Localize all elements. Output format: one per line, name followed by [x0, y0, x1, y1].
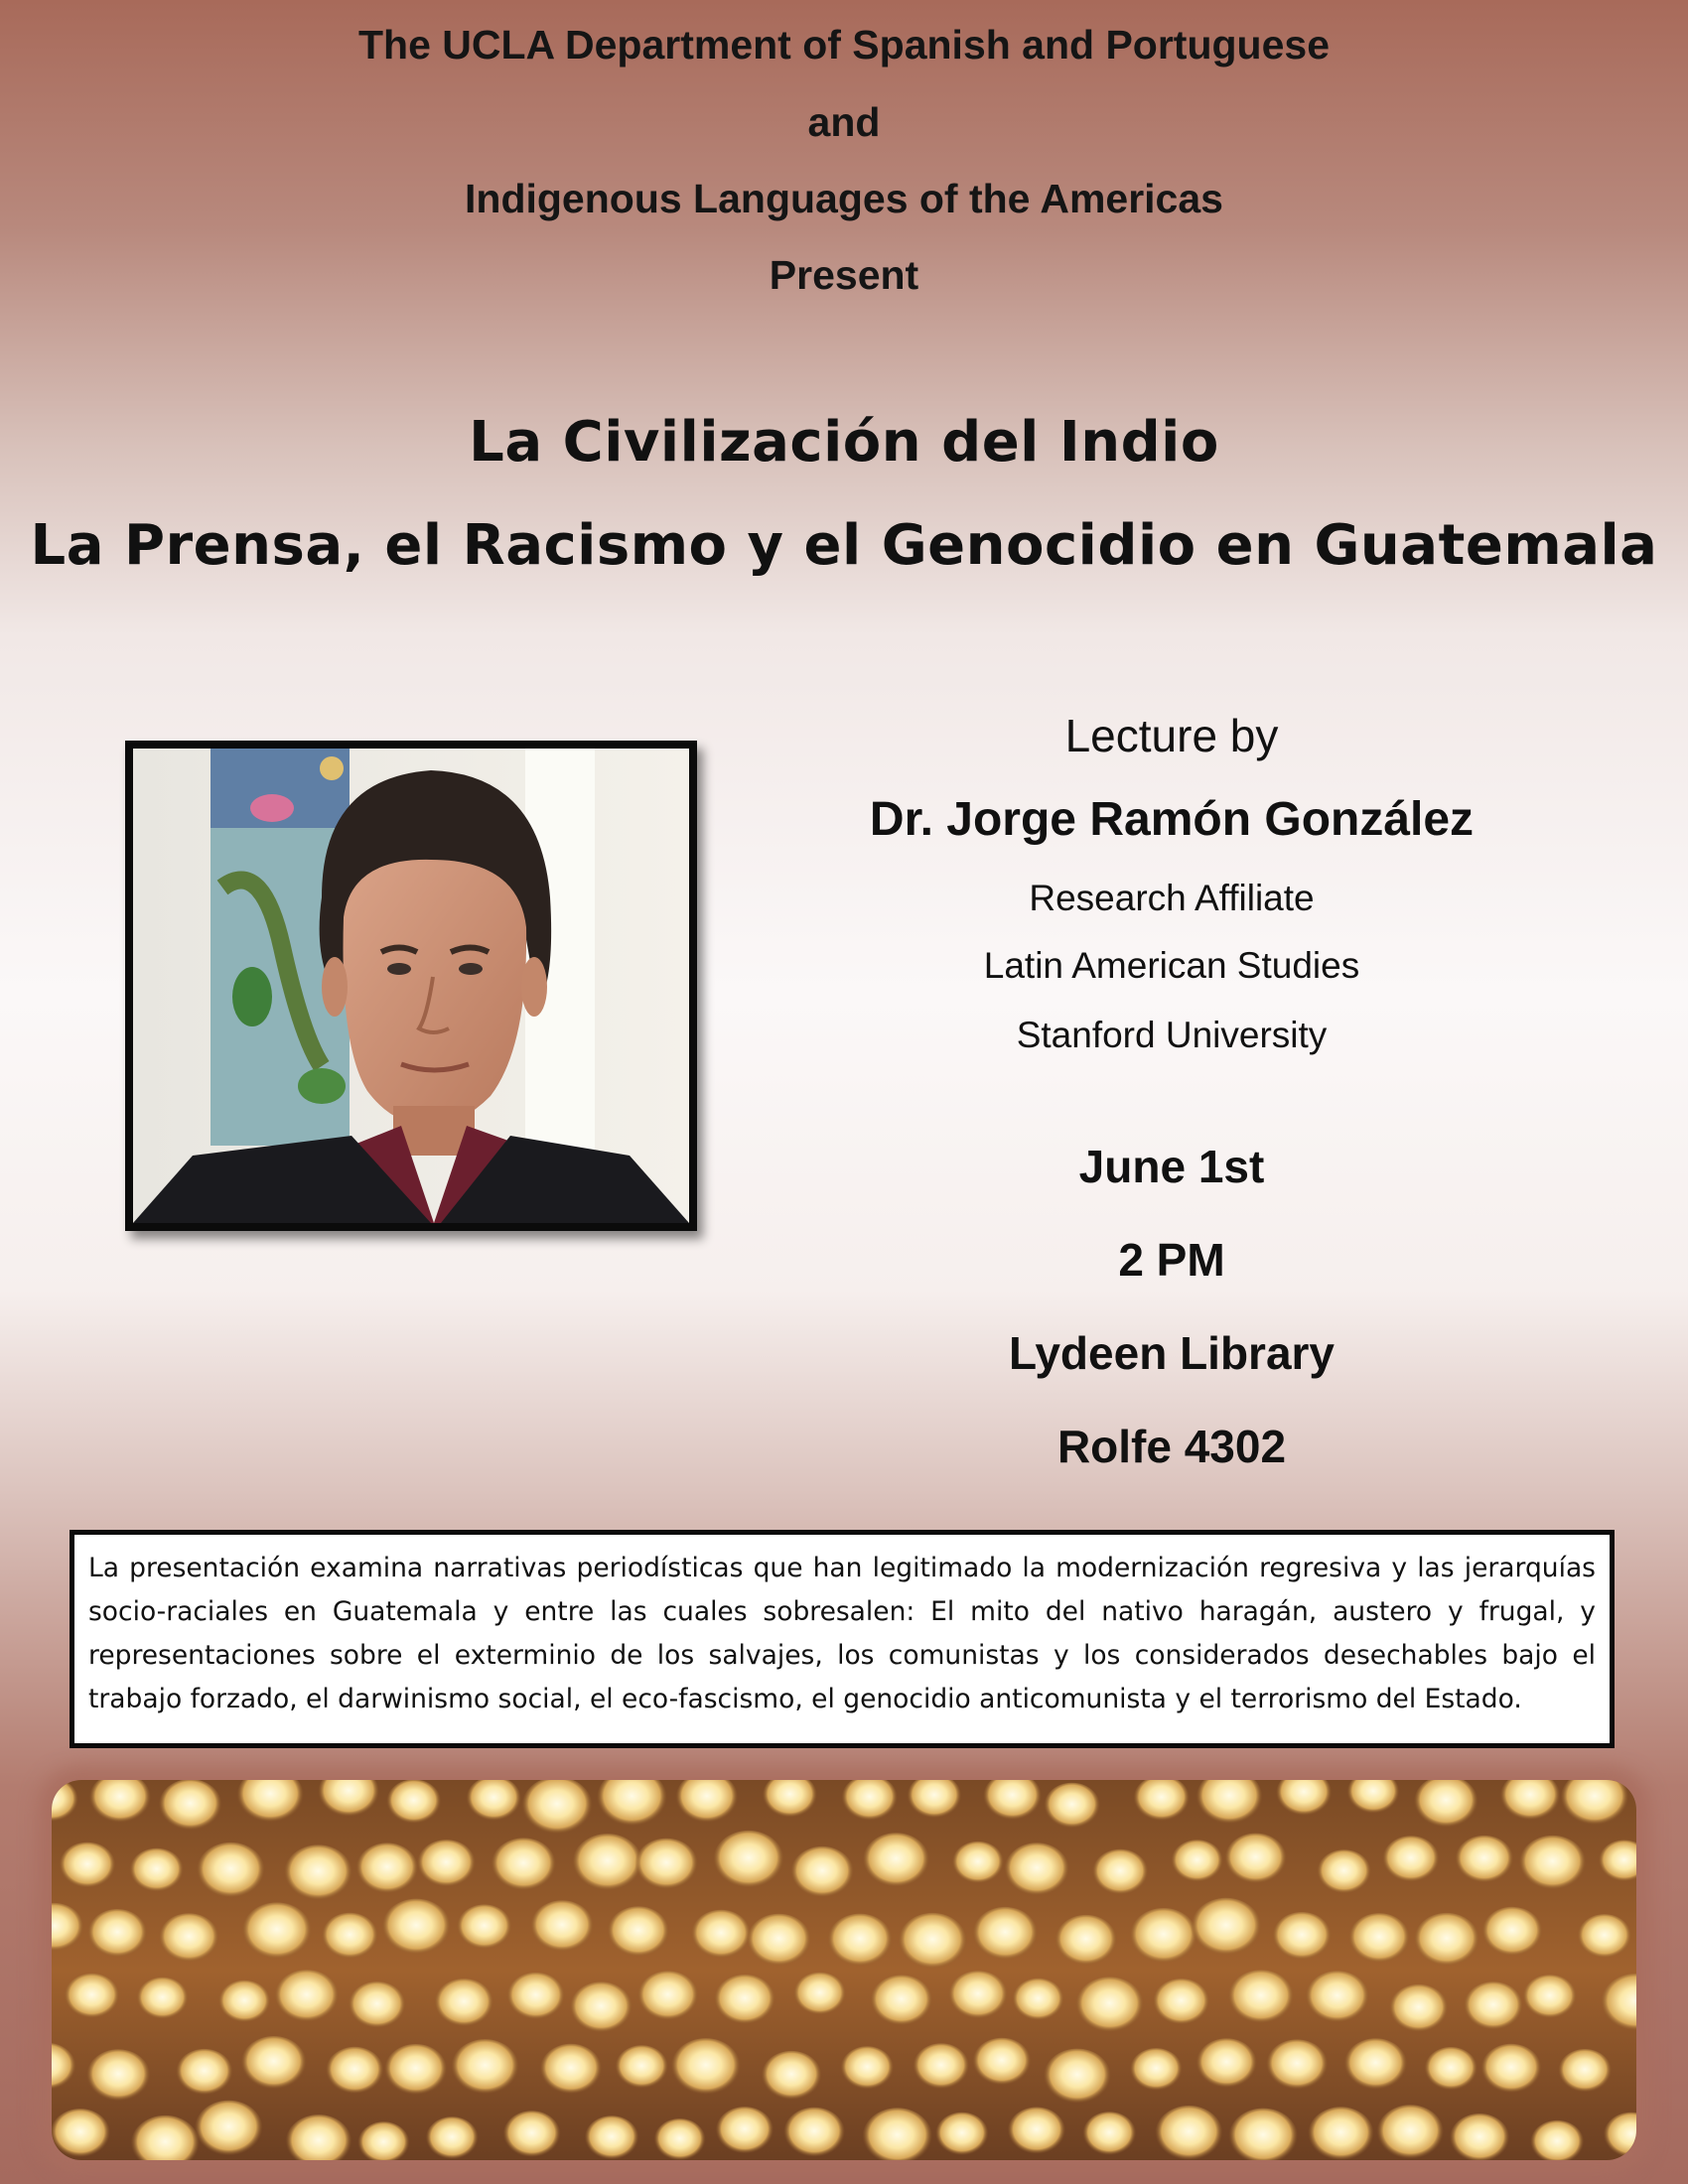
- candle: [1519, 1836, 1587, 1893]
- candle: [1004, 1843, 1069, 1898]
- candle: [870, 1976, 932, 2029]
- candle: [572, 1834, 642, 1893]
- candle: [972, 1907, 1038, 1963]
- header-present-line: Present: [769, 252, 919, 298]
- candle: [197, 1843, 265, 1901]
- candle: [827, 1914, 893, 1970]
- candle: [1414, 1913, 1479, 1969]
- candle: [1577, 1914, 1631, 1961]
- candle: [242, 1902, 313, 1962]
- candle: [1455, 1836, 1513, 1885]
- speaker-photo: [125, 741, 697, 1231]
- candle: [381, 1899, 451, 1958]
- speaker-affiliation-role: Research Affiliate: [1029, 878, 1315, 918]
- candle: [530, 1900, 594, 1954]
- candle: [1377, 2105, 1445, 2160]
- candle: [1464, 1981, 1523, 2032]
- candle: [783, 2108, 845, 2160]
- candle: [52, 2109, 110, 2160]
- lecture-subtitle: La Prensa, el Racismo y el Genocidio en Guatemala: [30, 513, 1658, 578]
- header-organization-line: Indigenous Languages of the Americas: [465, 176, 1223, 221]
- candle: [713, 1831, 784, 1891]
- candle: [1012, 1979, 1064, 2023]
- lecture-by-label: Lecture by: [1064, 710, 1279, 761]
- candle: [1044, 1783, 1100, 1831]
- candle: [1130, 1908, 1198, 1966]
- candle: [1272, 1912, 1332, 1963]
- candle: [1306, 1971, 1370, 2025]
- candle: [1317, 1849, 1371, 1896]
- event-room: Rolfe 4302: [1056, 1421, 1287, 1472]
- candle: [1055, 1915, 1117, 1968]
- candle: [129, 1848, 184, 1894]
- speaker-affiliation-university: Stanford University: [1016, 1015, 1328, 1055]
- candle: [386, 1780, 441, 1826]
- candle: [1382, 1836, 1440, 1884]
- candle: [1171, 1840, 1223, 1884]
- speaker-name: Dr. Jorge Ramón González: [869, 793, 1475, 846]
- candle: [434, 1979, 493, 2029]
- candle: [840, 2046, 894, 2092]
- candle: [457, 1904, 512, 1951]
- candle: [176, 2049, 233, 2098]
- candle: [634, 1839, 698, 1892]
- event-venue: Lydeen Library: [1008, 1327, 1336, 1379]
- candle: [1008, 2108, 1066, 2157]
- candle: [322, 1913, 378, 1962]
- candle: [863, 1833, 930, 1890]
- candle: [913, 2043, 969, 2091]
- candle: [762, 2051, 822, 2103]
- header-presenter-line: The UCLA Department of Spanish and Portuguese: [357, 22, 1330, 68]
- candle: [349, 1981, 406, 2030]
- candle: [159, 1913, 219, 1965]
- candle: [1044, 2049, 1111, 2107]
- candle: [1266, 2039, 1328, 2092]
- candle: [1348, 1913, 1410, 1966]
- candle: [607, 1906, 669, 1959]
- candle: [1082, 2112, 1136, 2157]
- candle: [1424, 2047, 1477, 2093]
- candle: [948, 1971, 1008, 2021]
- candle: [384, 2044, 447, 2098]
- candle: [747, 1914, 811, 1969]
- candle: [570, 1981, 633, 2035]
- candle: [355, 1843, 418, 1896]
- candle: [1224, 1834, 1287, 1886]
- candle: [1344, 2038, 1408, 2092]
- candle: [1092, 1849, 1149, 1897]
- candle: [417, 1840, 476, 1889]
- candles-image: [52, 1780, 1636, 2160]
- candle: [615, 2045, 668, 2091]
- candle: [1522, 1975, 1577, 2020]
- candle: [972, 2038, 1031, 2088]
- speaker-affiliation-program: Latin American Studies: [983, 945, 1360, 986]
- candle: [585, 2116, 639, 2160]
- candle: [716, 2107, 774, 2156]
- candle: [935, 2113, 989, 2158]
- candle: [1389, 1984, 1449, 2035]
- candle: [159, 1780, 222, 1833]
- candle: [503, 2111, 561, 2159]
- event-time: 2 PM: [1118, 1234, 1225, 1286]
- candle: [1196, 2038, 1258, 2090]
- candle: [1075, 1977, 1144, 2035]
- candle: [87, 1909, 147, 1960]
- candle: [284, 1844, 352, 1903]
- lecture-abstract: La presentación examina narrativas periodísticas que han legitimado la modernización regresiva y las jerarquías socio-raciales en Guatemala y entre las cuales sobresalen: El mito del nativo haragán, austero y frugal, y representaciones sobre el exterminio de los salvajes, los comunistas y los considerados desechables bajo el trabajo forzado, el darwinismo social, el eco-fascismo, el genocidio anticomunista y el terrorismo del Estado.: [70, 1530, 1615, 1748]
- candle: [671, 2038, 741, 2098]
- candle: [1480, 2044, 1541, 2096]
- candle: [1130, 2048, 1183, 2093]
- candle: [952, 1842, 1004, 1886]
- candle: [1558, 2049, 1612, 2095]
- candle: [793, 1973, 846, 2017]
- candle: [451, 2039, 519, 2097]
- candles-photo: [52, 1780, 1636, 2160]
- candle: [691, 1910, 751, 1961]
- candle: [86, 2049, 150, 2104]
- candle: [326, 2047, 384, 2097]
- candle: [65, 1974, 120, 2021]
- candle: [790, 1846, 854, 1900]
- lecture-title: La Civilización del Indio: [469, 410, 1219, 475]
- event-date: June 1st: [1078, 1141, 1265, 1192]
- speaker-portrait-image: [133, 749, 689, 1223]
- candle: [540, 2044, 603, 2097]
- candle: [195, 2101, 263, 2159]
- candle: [714, 1975, 775, 2027]
- candle: [136, 1978, 188, 2022]
- candle: [506, 1973, 565, 2022]
- candle: [1153, 1979, 1210, 2027]
- candle: [241, 2036, 307, 2092]
- candle: [1481, 1907, 1542, 1959]
- header-and-line: and: [807, 99, 881, 145]
- candle: [898, 1913, 967, 1972]
- candle: [1191, 1898, 1261, 1959]
- candle: [218, 1980, 271, 2025]
- candle: [59, 1843, 115, 1891]
- candle: [491, 1838, 556, 1893]
- candle: [1228, 1970, 1295, 2026]
- candle: [426, 2116, 479, 2160]
- candle: [637, 1971, 699, 2022]
- candle: [274, 1970, 339, 2024]
